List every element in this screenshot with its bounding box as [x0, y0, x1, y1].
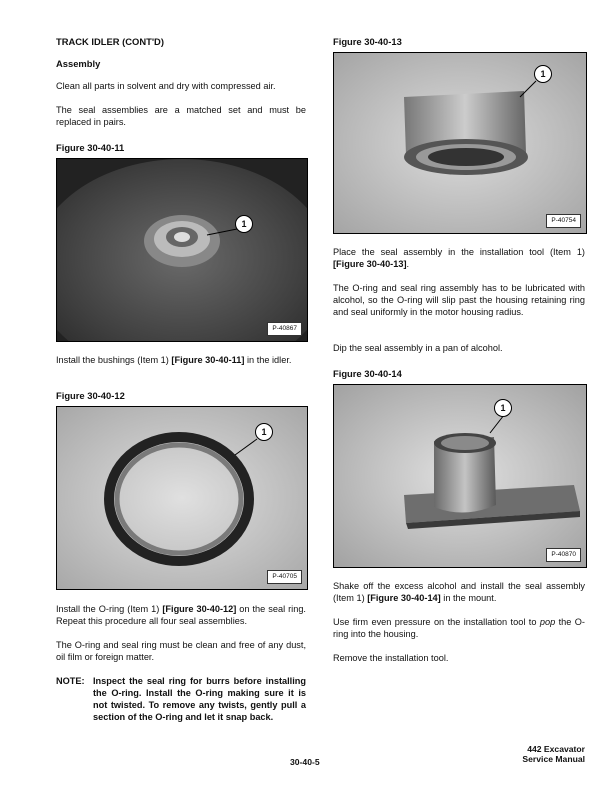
- paragraph: Place the seal assembly in the installation tool (Item 1) [Figure 30-40-13].: [333, 247, 585, 269]
- photo-code: P-40867: [267, 322, 302, 336]
- figure-title: Figure 30-40-11: [56, 142, 125, 153]
- paragraph: Use firm even pressure on the installation tool to pop the O-ring into the housing.: [333, 617, 585, 639]
- manual-title: 442 Excavator Service Manual: [522, 744, 585, 764]
- subsection-title: Assembly: [56, 58, 101, 69]
- seal-mount-photo: [334, 385, 586, 567]
- paragraph: Shake off the excess alcohol and install the seal assembly (Item 1) [Figure 30-40-14] in the mount.: [333, 581, 585, 603]
- figure-30-40-11-photo: [56, 158, 308, 342]
- note: [56, 675, 306, 735]
- figure-30-40-13-photo: [333, 52, 587, 234]
- idler-photo: [57, 159, 307, 341]
- photo-code: P-40754: [546, 214, 581, 228]
- photo-code: P-40705: [267, 570, 302, 584]
- photo-code: P-40870: [546, 548, 581, 562]
- figure-title: Figure 30-40-12: [56, 390, 125, 401]
- paragraph: The O-ring and seal ring assembly has to be lubricated with alcohol, so the O-ring will slip past the housing retaining ring and seal uniformly in the motor housing radius.: [333, 283, 585, 317]
- paragraph: The O-ring and seal ring must be clean and free of any dust, oil film or foreign matter.: [56, 640, 306, 662]
- paragraph: Remove the installation tool.: [333, 653, 449, 663]
- paragraph: Clean all parts in solvent and dry with compressed air.: [56, 81, 276, 91]
- callout-1: 1: [494, 399, 512, 417]
- figure-30-40-12-photo: [56, 406, 308, 590]
- note-text: Inspect the seal ring for burrs before installing the O-ring. Install the O-ring making sure it is not twisted. To remove any twists, gently pull a section of the O-ring and let it snap back.: [93, 676, 306, 722]
- figure-title: Figure 30-40-14: [333, 368, 402, 379]
- figure-30-40-14-photo: [333, 384, 587, 568]
- section-title: TRACK IDLER (CONT'D): [56, 36, 164, 47]
- paragraph: Dip the seal assembly in a pan of alcohol.: [333, 343, 503, 353]
- paragraph: Install the O-ring (Item 1) [Figure 30-40-12] on the seal ring. Repeat this procedure all four seal assemblies.: [56, 604, 306, 626]
- figure-title: Figure 30-40-13: [333, 36, 402, 47]
- page-number: 30-40-5: [290, 757, 320, 767]
- note-label: NOTE:: [56, 676, 85, 686]
- callout-1: 1: [534, 65, 552, 83]
- callout-1: 1: [235, 215, 253, 233]
- callout-1: 1: [255, 423, 273, 441]
- paragraph: Install the bushings (Item 1) [Figure 30-40-11] in the idler.: [56, 355, 292, 365]
- paragraph: The seal assemblies are a matched set and must be replaced in pairs.: [56, 105, 306, 127]
